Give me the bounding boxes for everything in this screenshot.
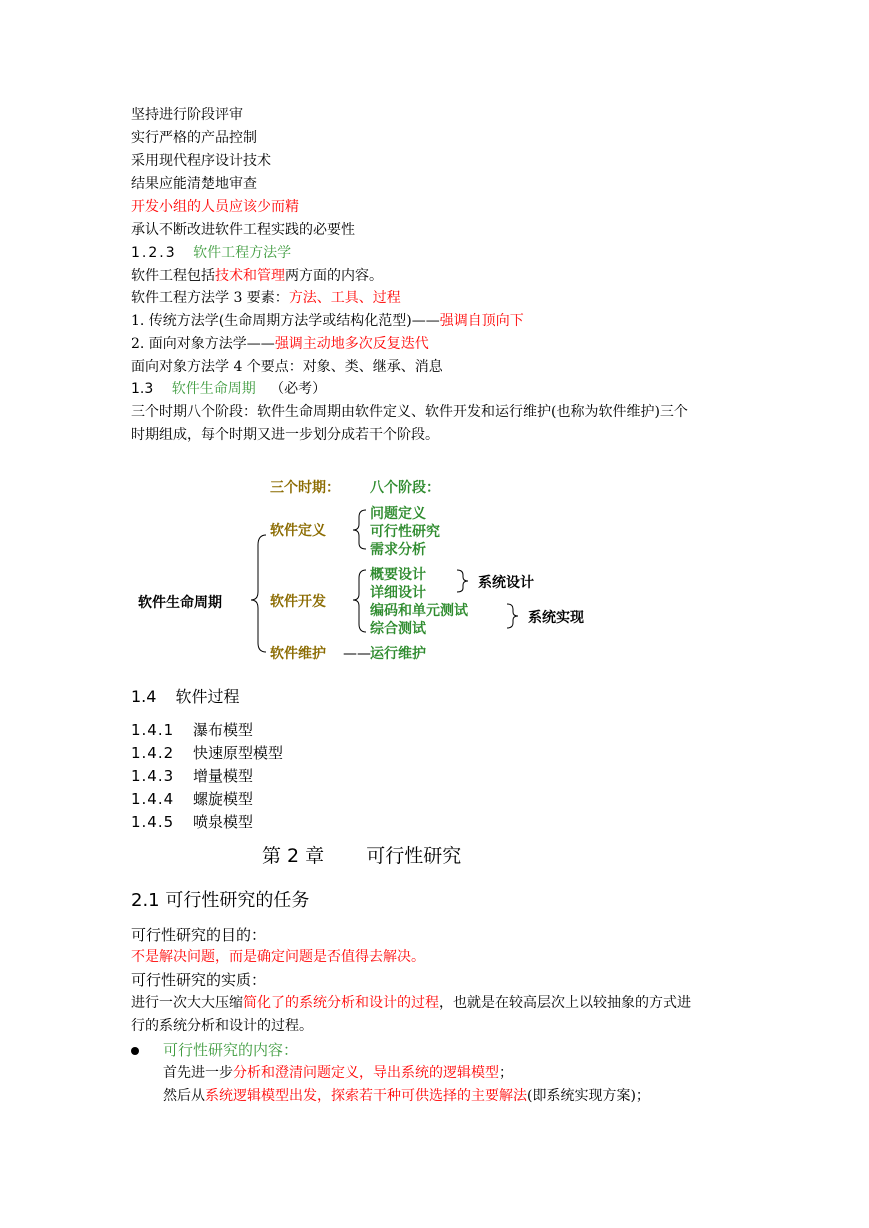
text-line: 行的系统分析和设计的过程。 [131, 1018, 313, 1034]
list-item [131, 742, 283, 764]
text-line [163, 1062, 513, 1084]
stage-4: 概要设计 [370, 567, 426, 583]
text-line-highlight: 开发小组的人员应该少而精 [131, 199, 299, 215]
diagram-header-periods: 三个时期： [270, 480, 340, 496]
stage-3: 需求分析 [370, 542, 426, 558]
text-line: 坚持进行阶段评审 [131, 107, 243, 123]
highlight-span: 技术和管理 [215, 268, 285, 284]
subheading: 可行性研究的目的： [131, 926, 267, 944]
maintenance-dash: —— [343, 646, 371, 662]
text-line [163, 1085, 650, 1107]
stage-2: 可行性研究 [370, 524, 440, 540]
text-span: 然后从 [163, 1088, 205, 1104]
list-item [131, 719, 253, 741]
item-number: 1.4.5 [131, 813, 175, 831]
subheading: 可行性研究的实质： [131, 971, 267, 989]
section-heading-1-4 [131, 685, 240, 709]
text-span: (即系统实现方案)； [527, 1088, 650, 1104]
section-number: 1.2.3 [131, 245, 177, 261]
text-span: 软件工程包括 [131, 268, 215, 284]
text-line: 承认不断改进软件工程实践的必要性 [131, 222, 355, 238]
group-brace-design [457, 570, 468, 592]
text-line: 时期组成，每个时期又进一步划分成若干个阶段。 [131, 427, 439, 443]
definition-brace [353, 510, 366, 549]
diagram-header-stages: 八个阶段： [370, 480, 440, 496]
item-title: 增量模型 [193, 767, 254, 785]
chapter-label: 第 2 章 [262, 845, 325, 867]
item-title: 瀑布模型 [193, 721, 254, 739]
section-note: （必考） [270, 381, 327, 397]
text-line-highlight: 不是解决问题，而是确定问题是否值得去解决。 [131, 949, 425, 965]
development-brace [353, 570, 366, 632]
highlight-span: 简化了的系统分析和设计的过程 [243, 995, 439, 1011]
bullet-icon [131, 1047, 139, 1055]
group-system-design: 系统设计 [478, 575, 534, 591]
highlight-span: 强调自顶向下 [439, 313, 524, 329]
stage-1: 问题定义 [370, 506, 426, 522]
text-span: 1. 传统方法学(生命周期方法学或结构化范型)—— [131, 313, 440, 329]
section-heading-2-1: 2.1 可行性研究的任务 [131, 890, 310, 911]
stage-6: 编码和单元测试 [370, 603, 468, 619]
item-title: 螺旋模型 [193, 790, 254, 808]
group-brace-implementation [507, 604, 518, 628]
section-title: 软件过程 [175, 687, 240, 706]
item-title: 喷泉模型 [193, 813, 254, 831]
section-title: 软件生命周期 [171, 381, 256, 397]
highlight-span: 方法、工具、过程 [288, 290, 401, 306]
item-number: 1.4.1 [131, 721, 175, 739]
highlight-span: 分析和澄清问题定义，导出系统的逻辑模型 [233, 1065, 499, 1081]
stage-7: 综合测试 [370, 621, 426, 637]
section-number: 1.4 [131, 687, 157, 706]
text-line: 面向对象方法学 4 个要点：对象、类、继承、消息 [131, 359, 443, 375]
stage-5: 详细设计 [370, 585, 426, 601]
period-development: 软件开发 [270, 594, 326, 610]
item-title: 快速原型模型 [193, 744, 284, 762]
stage-8: 运行维护 [370, 646, 426, 662]
section-number: 1.3 [131, 381, 154, 397]
text-line: 三个时期八个阶段：软件生命周期由软件定义、软件开发和运行维护(也称为软件维护)三个 [131, 404, 688, 420]
bullet-heading: 可行性研究的内容： [163, 1041, 299, 1059]
period-maintenance: 软件维护 [270, 646, 326, 662]
text-line: 实行严格的产品控制 [131, 130, 257, 146]
text-line: 结果应能清楚地审查 [131, 176, 257, 192]
text-span: 2. 面向对象方法学—— [131, 336, 275, 352]
text-line: 采用现代程序设计技术 [131, 153, 271, 169]
section-title: 软件工程方法学 [193, 245, 292, 261]
text-span: 软件工程方法学 3 要素： [131, 290, 289, 306]
diagram-root: 软件生命周期 [138, 595, 222, 611]
highlight-span: 强调主动地多次反复迭代 [274, 336, 429, 352]
chapter-heading [262, 843, 461, 869]
list-item [131, 788, 253, 810]
text-span: 进行一次大大压缩 [131, 995, 243, 1011]
group-system-implementation: 系统实现 [528, 610, 584, 626]
item-number: 1.4.2 [131, 744, 175, 762]
text-span: 两方面的内容。 [285, 268, 383, 284]
text-span: 首先进一步 [163, 1065, 233, 1081]
chapter-title: 可行性研究 [366, 845, 462, 867]
highlight-span: 系统逻辑模型出发，探索若干种可供选择的主要解法 [205, 1088, 527, 1104]
text-span: ； [499, 1065, 513, 1081]
list-item [131, 765, 253, 787]
item-number: 1.4.3 [131, 767, 175, 785]
period-definition: 软件定义 [270, 523, 326, 539]
main-brace [251, 535, 266, 652]
list-item [131, 811, 253, 833]
item-number: 1.4.4 [131, 790, 175, 808]
text-line [131, 992, 691, 1014]
text-span: ，也就是在较高层次上以较抽象的方式进 [439, 995, 691, 1011]
